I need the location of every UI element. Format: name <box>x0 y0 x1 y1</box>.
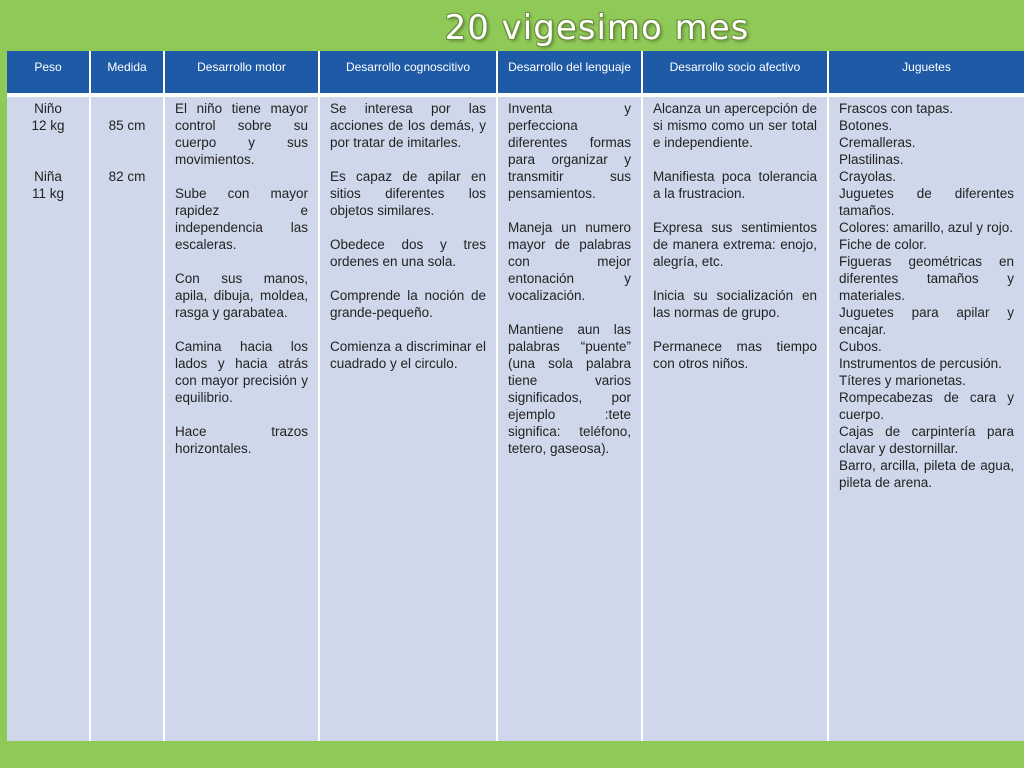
peso-nina-value: 11 kg <box>31 186 65 201</box>
juguete-item: Cremalleras. <box>839 135 916 150</box>
juguete-item: Plastilinas. <box>839 152 904 167</box>
motor-item: Sube con mayor rapidez e independencia las escaleras. <box>175 186 308 252</box>
cognoscitivo-item: Obedece dos y tres ordenes en una sola. <box>330 237 486 269</box>
lenguaje-cell <box>497 95 642 741</box>
juguete-item: Fiche de color. <box>839 237 927 252</box>
juguetes-cell <box>828 95 1024 741</box>
medida-nino: 85 cm <box>108 118 146 133</box>
motor-item: Hace trazos horizontales. <box>175 424 308 456</box>
juguete-item: Títeres y marionetas. <box>839 373 966 388</box>
juguete-item: Botones. <box>839 118 893 133</box>
page-title: 20 vigesimo mes <box>444 8 750 48</box>
header-desarrollo-motor: Desarrollo motor <box>164 51 319 95</box>
header-medida: Medida <box>90 51 164 95</box>
peso-nina-label: Niña <box>34 169 62 184</box>
development-table <box>7 51 1024 741</box>
peso-cell <box>7 95 90 741</box>
motor-item: Camina hacia los lados y hacia atrás con mayor precisión y equilibrio. <box>175 339 308 405</box>
socio-item: Permanece mas tiempo con otros niños. <box>653 339 817 371</box>
header-desarrollo-lenguaje: Desarrollo del lenguaje <box>497 51 642 95</box>
juguete-item: Cubos. <box>839 339 882 354</box>
cognoscitivo-item: Comienza a discriminar el cuadrado y el circulo. <box>330 339 486 371</box>
lenguaje-item: Inventa y perfecciona diferentes formas para organizar y transmitir sus pensamientos. <box>508 101 631 201</box>
socio-item: Inicia su socialización en las normas de grupo. <box>653 288 817 320</box>
header-peso: Peso <box>7 51 90 95</box>
header-row <box>7 51 1024 95</box>
motor-cell <box>164 95 319 741</box>
juguete-item: Juguetes de diferentes tamaños. <box>839 186 1014 218</box>
juguete-item: Instrumentos de percusión. <box>839 356 1002 371</box>
juguete-item: Rompecabezas de cara y cuerpo. <box>839 390 1014 422</box>
motor-item: Con sus manos, apila, dibuja, moldea, rasga y garabatea. <box>175 271 308 320</box>
lenguaje-item: Maneja un numero mayor de palabras con mejor entonación y vocalización. <box>508 220 631 303</box>
cognoscitivo-item: Se interesa por las acciones de los demás, y por tratar de imitarles. <box>330 101 486 150</box>
peso-nino-value: 12 kg <box>31 118 65 133</box>
socio-item: Manifiesta poca tolerancia a la frustracion. <box>653 169 817 201</box>
socio-item: Expresa sus sentimientos de manera extrema: enojo, alegría, etc. <box>653 220 817 269</box>
header-desarrollo-cognoscitivo: Desarrollo cognoscitivo <box>319 51 497 95</box>
juguete-item: Barro, arcilla, pileta de agua, pileta de arena. <box>839 458 1014 490</box>
peso-nino-label: Niño <box>34 101 62 116</box>
socio-item: Alcanza un apercepción de si mismo como un ser total e independiente. <box>653 101 817 150</box>
socio-afectivo-cell <box>642 95 828 741</box>
lenguaje-item: Mantiene aun las palabras “puente” (una sola palabra tiene varios significados, por ejemplo :tete significa: teléfono, tetero, gaseosa). <box>508 322 631 456</box>
cognoscitivo-cell <box>319 95 497 741</box>
medida-cell <box>90 95 164 741</box>
juguete-item: Cajas de carpintería para clavar y destornillar. <box>839 424 1014 456</box>
cognoscitivo-item: Es capaz de apilar en sitios diferentes los objetos similares. <box>330 169 486 218</box>
juguete-item: Juguetes para apilar y encajar. <box>839 305 1014 337</box>
header-desarrollo-socio-afectivo: Desarrollo socio afectivo <box>642 51 828 95</box>
cognoscitivo-item: Comprende la noción de grande-pequeño. <box>330 288 486 320</box>
juguete-item: Crayolas. <box>839 169 897 184</box>
table-row <box>7 95 1024 741</box>
juguete-item: Colores: amarillo, azul y rojo. <box>839 220 1014 235</box>
motor-item: El niño tiene mayor control sobre su cuerpo y sus movimientos. <box>175 101 308 167</box>
juguete-item: Frascos con tapas. <box>839 101 954 116</box>
juguete-item: Figueras geométricas en diferentes tamaños y materiales. <box>839 254 1014 303</box>
medida-nina: 82 cm <box>108 169 146 184</box>
header-juguetes: Juguetes <box>828 51 1024 95</box>
